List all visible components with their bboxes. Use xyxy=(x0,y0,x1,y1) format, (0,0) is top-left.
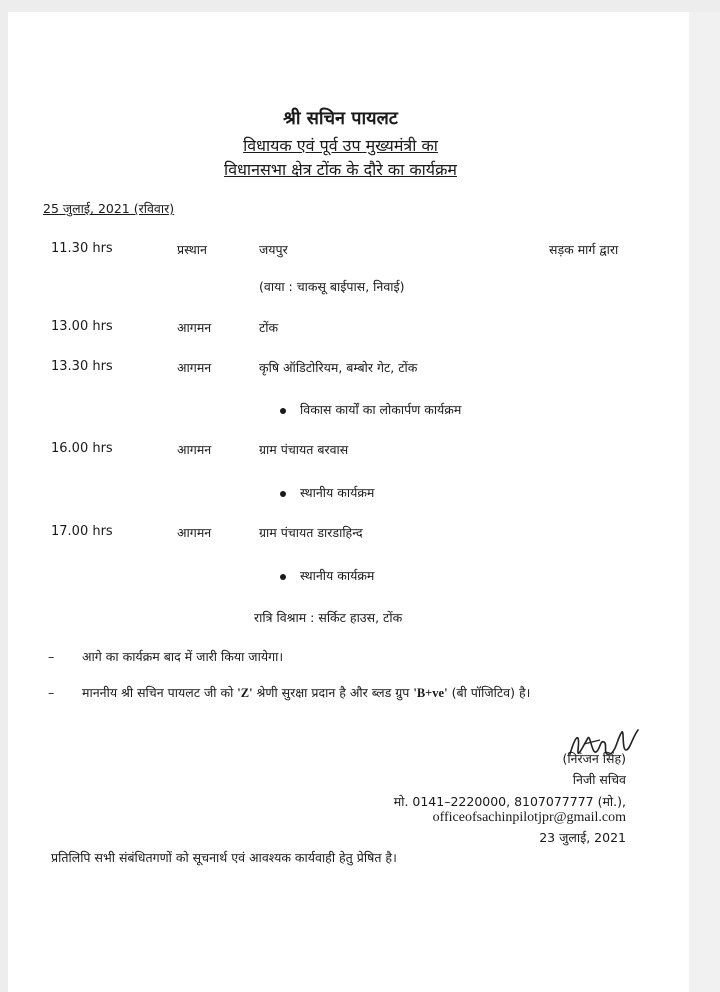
bullet-dot-icon xyxy=(280,491,286,497)
tour-title: विधानसभा क्षेत्र टोंक के दौरे का कार्यक्रम xyxy=(224,160,457,179)
schedule-action: आगमन xyxy=(177,525,212,540)
schedule-place: जयपुर xyxy=(259,242,288,257)
schedule-time: 11.30 hrs xyxy=(51,241,113,256)
right-margin-strip xyxy=(689,12,720,992)
travel-mode: सड़क मार्ग द्वारा xyxy=(549,242,619,257)
event-bullet xyxy=(280,567,374,584)
page-title: श्री सचिन पायलट xyxy=(283,108,398,129)
event-bullet xyxy=(280,484,374,501)
bullet-dot-icon xyxy=(280,574,286,580)
schedule-action: आगमन xyxy=(177,442,212,457)
note-text: श्रेणी सुरक्षा प्रदान है और ब्लड ग्रुप xyxy=(252,685,414,700)
event-bullet xyxy=(280,401,461,418)
schedule-time: 13.00 hrs xyxy=(51,319,113,334)
signatory-title: निजी सचिव xyxy=(572,772,626,787)
signatory-name: (निरंजन सिंह) xyxy=(562,751,626,766)
schedule-action: आगमन xyxy=(177,320,212,335)
bullet-dot-icon xyxy=(280,408,286,414)
schedule-time: 17.00 hrs xyxy=(51,524,113,539)
contact-email: officeofsachinpilotjpr@gmail.com xyxy=(432,810,626,825)
document-page xyxy=(8,12,689,992)
schedule-date: 25 जुलाई, 2021 (रविवार) xyxy=(43,201,175,216)
copy-distribution-note: प्रतिलिपि सभी संबंधितगणों को सूचनार्थ एवं आवश्यक कार्यवाही हेतु प्रेषित है। xyxy=(51,850,397,865)
issue-date: 23 जुलाई, 2021 xyxy=(539,830,626,845)
night-stay: रात्रि विश्राम : सर्किट हाउस, टोंक xyxy=(254,610,403,625)
schedule-place: ग्राम पंचायत डारडाहिन्द xyxy=(259,525,363,540)
schedule-action: प्रस्थान xyxy=(177,242,207,257)
dash-marker: – xyxy=(48,685,55,700)
schedule-place: ग्राम पंचायत बरवास xyxy=(259,442,349,457)
note-text: (बी पॉजिटिव) है। xyxy=(447,685,531,700)
note-line xyxy=(48,684,530,701)
event-label: स्थानीय कार्यक्रम xyxy=(300,485,375,500)
dash-marker: – xyxy=(48,649,55,664)
schedule-place: टोंक xyxy=(259,320,279,335)
event-label: विकास कार्यों का लोकार्पण कार्यक्रम xyxy=(300,402,462,417)
note-line xyxy=(48,648,283,665)
schedule-action: आगमन xyxy=(177,360,212,375)
schedule-time: 13.30 hrs xyxy=(51,359,113,374)
security-category: 'Z' xyxy=(237,686,253,700)
designation-line: विधायक एवं पूर्व उप मुख्यमंत्री का xyxy=(243,136,438,155)
note-text: आगे का कार्यक्रम बाद में जारी किया जायेगा। xyxy=(82,649,284,664)
schedule-place: कृषि ऑडिटोरियम, बम्बोर गेट, टोंक xyxy=(259,360,418,375)
event-label: स्थानीय कार्यक्रम xyxy=(300,568,375,583)
route-via: (वाया : चाकसू बाईपास, निवाई) xyxy=(259,279,405,294)
note-text: माननीय श्री सचिन पायलट जी को xyxy=(82,685,238,700)
contact-phone: मो. 0141–2220000, 8107077777 (मो.), xyxy=(393,794,626,809)
schedule-time: 16.00 hrs xyxy=(51,441,113,456)
blood-group: 'B+ve' xyxy=(413,686,448,700)
